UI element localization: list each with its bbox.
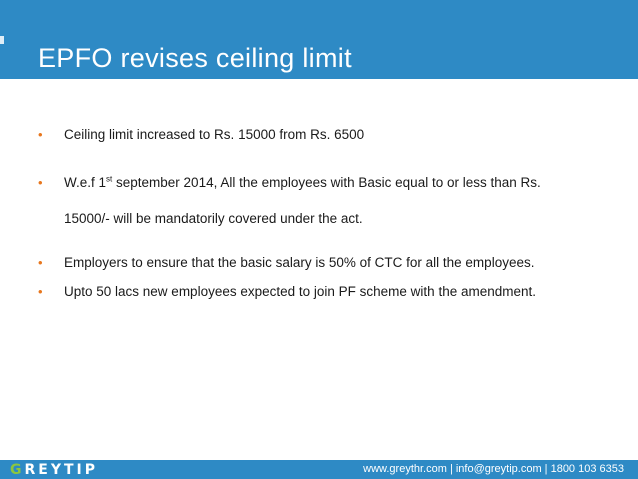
bullet-continuation: 15000/- will be mandatorily covered under the act. <box>64 211 363 226</box>
bullet-text: Employers to ensure that the basic salary is 50% of CTC for all the employees. <box>64 255 535 270</box>
footer-bar <box>0 460 638 479</box>
greytip-logo[interactable] <box>10 462 98 478</box>
bullet-icon: • <box>38 127 43 142</box>
bullet-icon: • <box>38 175 43 190</box>
bullet-text <box>64 174 541 192</box>
bullet-text-start: W.e.f 1 <box>64 175 107 190</box>
slide-title: EPFO revises ceiling limit <box>38 43 352 73</box>
bullet-text: Ceiling limit increased to Rs. 15000 from Rs. 6500 <box>64 127 365 142</box>
bullet-text-end: september 2014, All the employees with Basic equal to or less than Rs. <box>112 175 541 190</box>
logo-text: REYTIP <box>24 462 99 478</box>
ordinal-suffix: st <box>106 174 113 184</box>
footer-contact[interactable]: www.greythr.com | info@greytip.com | 1800 103 6353 <box>363 463 624 475</box>
logo-g: G <box>10 462 25 478</box>
bullet-icon: • <box>38 284 43 299</box>
bullet-text: Upto 50 lacs new employees expected to join PF scheme with the amendment. <box>64 284 536 299</box>
bullet-icon: • <box>38 255 43 270</box>
